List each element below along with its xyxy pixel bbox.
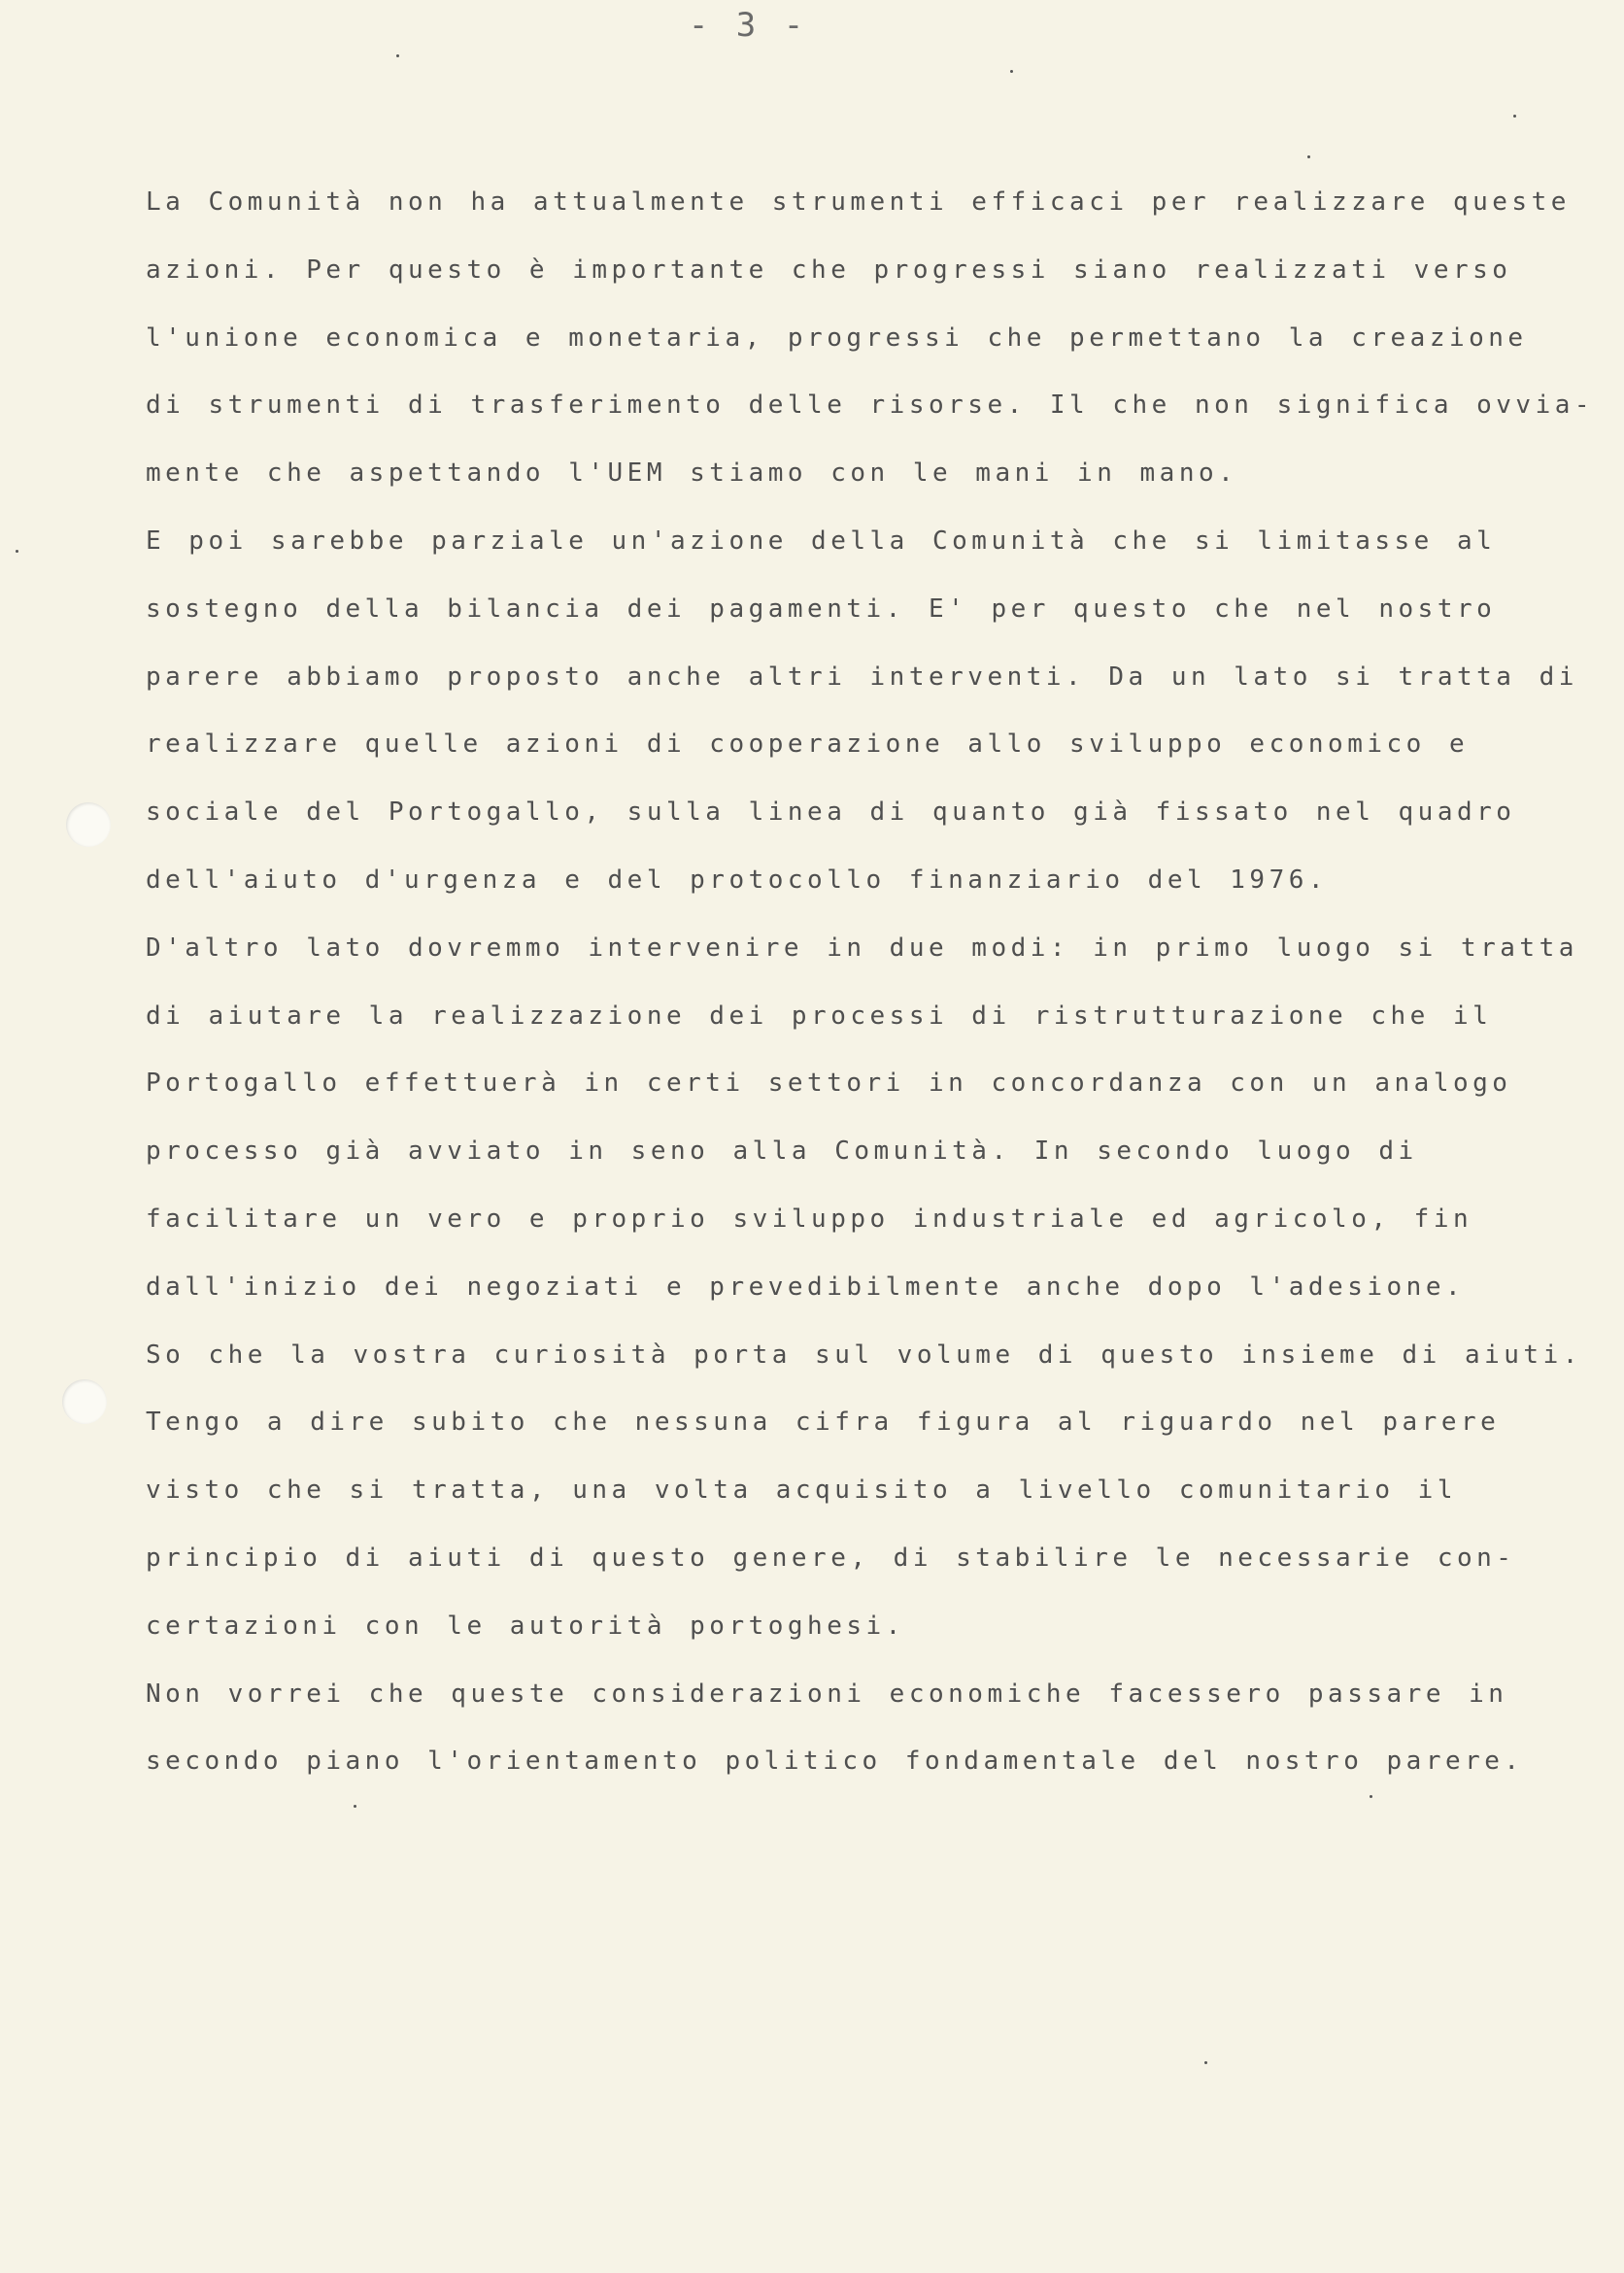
speck	[1513, 115, 1516, 118]
text-line: principio di aiuti di questo genere, di stabilire le necessarie con-	[146, 1543, 1516, 1573]
punch-hole	[66, 802, 111, 847]
text-line: So che la vostra curiosità porta sul volume di questo insieme di aiuti.	[146, 1340, 1582, 1370]
text-line: azioni. Per questo è importante che progressi siano realizzati verso	[146, 254, 1512, 285]
speck	[354, 1805, 356, 1808]
text-line: dell'aiuto d'urgenza e del protocollo finanziario del 1976.	[146, 865, 1329, 895]
text-line: parere abbiamo proposto anche altri interventi. Da un lato si tratta di	[146, 662, 1578, 692]
text-line: realizzare quelle azioni di cooperazione allo sviluppo economico e	[146, 729, 1470, 760]
text-line: certazioni con le autorità portoghesi.	[146, 1611, 905, 1641]
text-line: E poi sarebbe parziale un'azione della Comunità che si limitasse al	[146, 526, 1497, 556]
speck	[1204, 2061, 1207, 2064]
text-line: sociale del Portogallo, sulla linea di quanto già fissato nel quadro	[146, 797, 1516, 828]
text-line: Portogallo effettuerà in certi settori in concordanza con un analogo	[146, 1069, 1512, 1099]
text-line: di strumenti di trasferimento delle risorse. Il che non significa ovvia-	[146, 390, 1595, 421]
text-line: di aiutare la realizzazione dei processi di ristrutturazione che il	[146, 1001, 1493, 1031]
text-line: secondo piano l'orientamento politico fondamentale del nostro parere.	[146, 1747, 1524, 1777]
text-line: Non vorrei che queste considerazioni economiche facessero passare in	[146, 1679, 1508, 1709]
text-line: dall'inizio dei negoziati e prevedibilmente anche dopo l'adesione.	[146, 1272, 1466, 1302]
text-line: l'unione economica e monetaria, progressi che permettano la creazione	[146, 322, 1528, 353]
text-line: La Comunità non ha attualmente strumenti efficaci per realizzare queste	[146, 187, 1571, 217]
text-line: D'altro lato dovremmo intervenire in due modi: in primo luogo si tratta	[146, 933, 1578, 963]
speck	[1307, 155, 1310, 158]
text-line: processo già avviato in seno alla Comunità. In secondo luogo di	[146, 1136, 1418, 1167]
page-number: - 3 -	[688, 6, 808, 45]
text-line: sostegno della bilancia dei pagamenti. E' per questo che nel nostro	[146, 594, 1497, 624]
text-line: Tengo a dire subito che nessuna cifra figura al riguardo nel parere	[146, 1408, 1501, 1438]
speck	[396, 54, 399, 57]
body-text	[146, 175, 1595, 1802]
text-line: facilitare un vero e proprio sviluppo industriale ed agricolo, fin	[146, 1204, 1473, 1234]
text-line: mente che aspettando l'UEM stiamo con le mani in mano.	[146, 458, 1238, 489]
text-line: visto che si tratta, una volta acquisito a livello comunitario il	[146, 1476, 1457, 1506]
punch-hole	[62, 1379, 107, 1424]
speck	[1010, 70, 1013, 73]
speck	[16, 550, 18, 553]
